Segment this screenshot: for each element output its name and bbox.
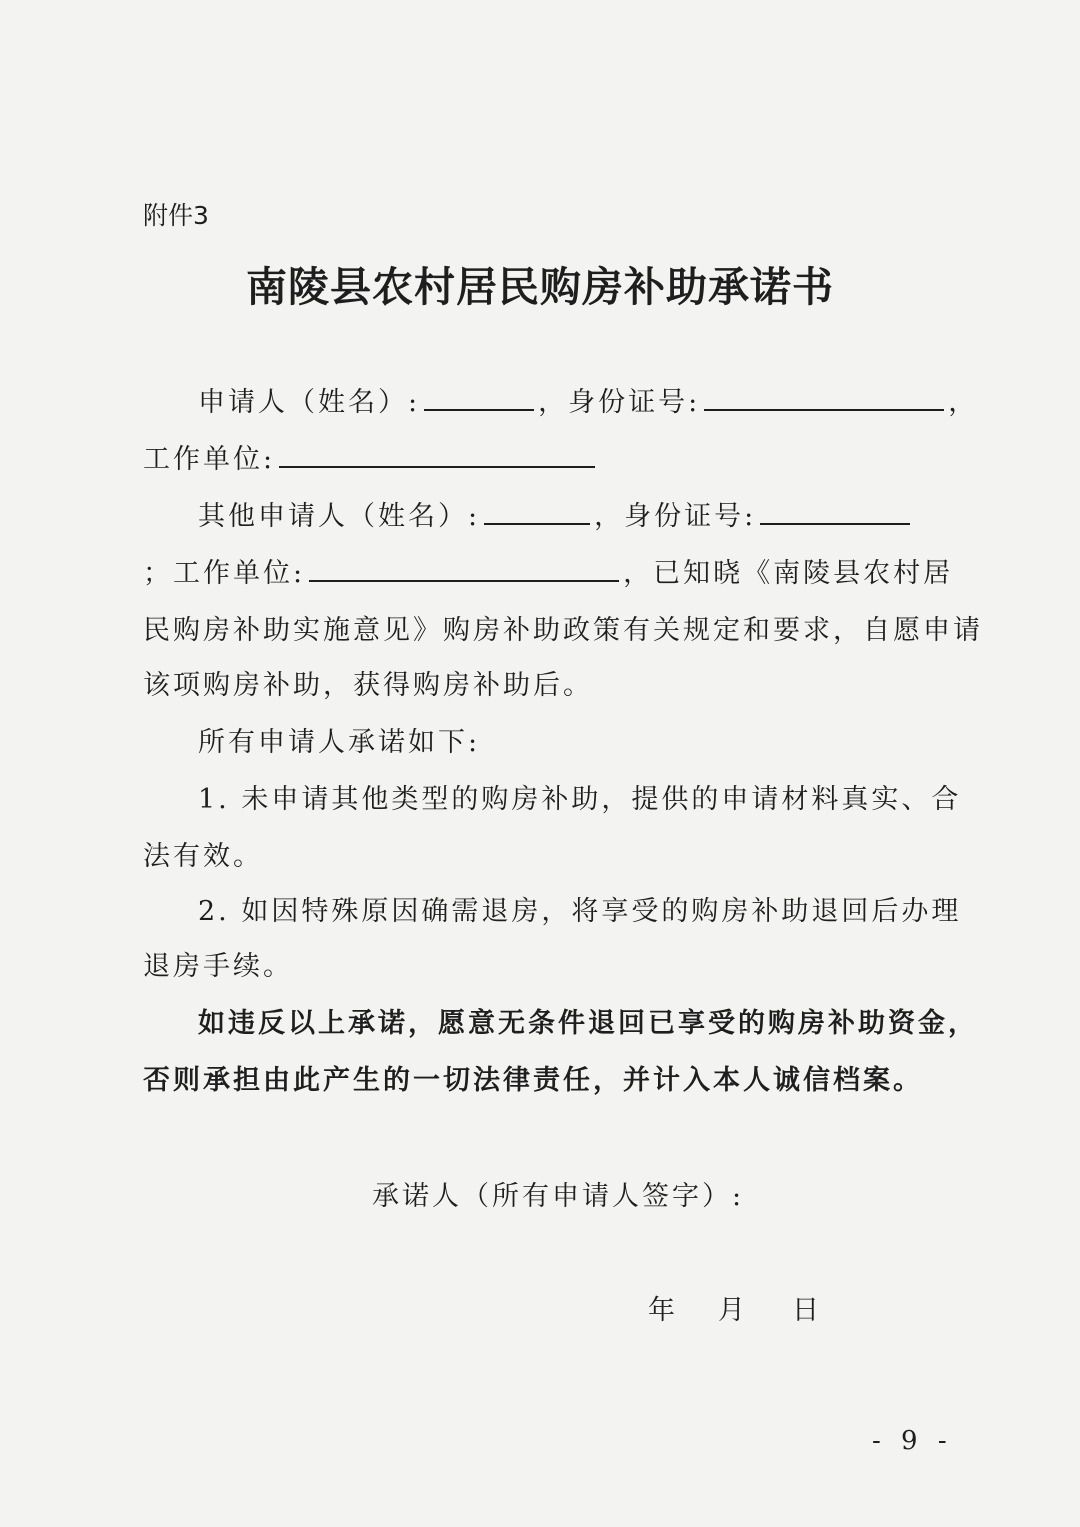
other-applicant-id-label: ，身份证号: bbox=[594, 501, 757, 532]
policy-text-line-2: 该项购房补助，获得购房补助后。 bbox=[143, 670, 593, 701]
closing-line-1: 如违反以上承诺，愿意无条件退回已享受的购房补助资金， bbox=[198, 1008, 978, 1039]
applicant-workplace-row bbox=[143, 437, 599, 476]
other-applicant-id-field[interactable] bbox=[760, 499, 910, 525]
signature-label: 承诺人（所有申请人签字）: bbox=[372, 1181, 745, 1212]
applicant-id-field[interactable] bbox=[704, 385, 944, 411]
pledge-item-1-line-2: 法有效。 bbox=[143, 841, 263, 872]
other-applicant-name-label: 其他申请人（姓名）: bbox=[198, 501, 481, 532]
applicant-end-comma: ， bbox=[948, 387, 979, 418]
applicant-workplace-label: 工作单位: bbox=[143, 444, 276, 475]
policy-text-start: ，已知晓《南陵县农村居 bbox=[623, 558, 954, 589]
date-year: 年 bbox=[648, 1295, 678, 1326]
pledge-item-2-line-2: 退房手续。 bbox=[143, 951, 293, 982]
applicant-row bbox=[198, 380, 978, 419]
applicant-workplace-field[interactable] bbox=[279, 442, 595, 468]
date-month: 月 bbox=[718, 1295, 748, 1326]
other-applicant-workplace-label: ；工作单位: bbox=[143, 558, 306, 589]
other-applicant-name-field[interactable] bbox=[484, 499, 590, 525]
pledge-item-2-line-1: 2. 如因特殊原因确需退房，将享受的购房补助退回后办理 bbox=[198, 896, 962, 927]
other-applicant-workplace-row bbox=[143, 551, 953, 590]
date-day: 日 bbox=[792, 1295, 822, 1326]
other-applicant-row bbox=[198, 494, 914, 533]
applicant-id-label: ，身份证号: bbox=[538, 387, 701, 418]
other-applicant-workplace-field[interactable] bbox=[309, 556, 619, 582]
applicant-name-field[interactable] bbox=[424, 385, 534, 411]
attachment-label: 附件3 bbox=[143, 201, 209, 230]
page-number: - 9 - bbox=[872, 1426, 953, 1456]
pledge-item-1-line-1: 1. 未申请其他类型的购房补助，提供的申请材料真实、合 bbox=[198, 784, 962, 815]
pledge-heading: 所有申请人承诺如下: bbox=[198, 727, 481, 758]
closing-line-2: 否则承担由此产生的一切法律责任，并计入本人诚信档案。 bbox=[143, 1065, 923, 1096]
document-title: 南陵县农村居民购房补助承诺书 bbox=[246, 263, 834, 311]
applicant-name-label: 申请人（姓名）: bbox=[198, 387, 421, 418]
policy-text-line-1: 民购房补助实施意见》购房补助政策有关规定和要求，自愿申请 bbox=[143, 615, 983, 646]
